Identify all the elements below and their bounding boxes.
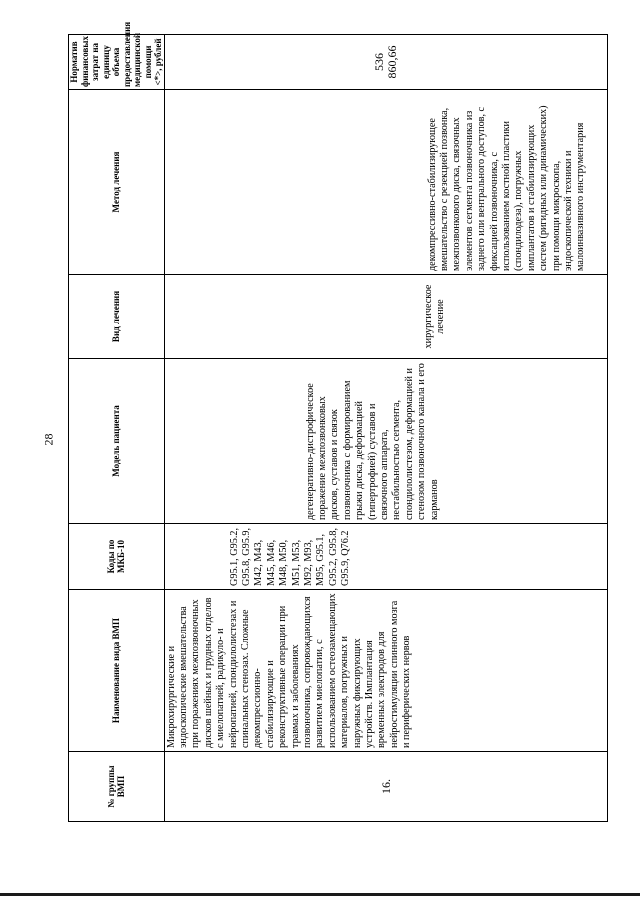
cell-method: декомпрессивно-стабилизирующее вмешательство с резекцией позвонка, межпозвонкового диска, связочных элементов сегмента позвоночника из заднего или вентрального доступов, с фиксацией позвоночника, с использованием костной пластики (спондилодеза), погружных имплантатов и стабилизирующих систем (ригидных или динамических) при помощи микроскопа, эндоскопической техники и малоинвазивного инструментария [164,90,608,275]
cell-codes: G95.1, G95.2, G95.8, G95.9, M42, M43, M45, M46, M48, M50, M51, M53, M92, M93, M95, G95.1, G95.2, G95.8, G95.9, Q76.2 [164,524,608,590]
header-model: Модель пациента [69,359,165,524]
type-spacer [169,278,423,355]
cell-name: Микрохирургические и эндоскопические вмешательства при поражениях межпозвоночных дисков шейных и грудных отделов с миелопатией, радикуло- и нейропатией, спондилолистезах и спинальных стенозах. Сложные декомпрессионно-стабилизирующие и реконструктивные операции при травмах и заболеваниях позвоночника, сопровождающихся развитием миелопатии, с использованием остеозамещающих материалов, погружных и наружных фиксирующих устройств. Имплантация временных электродов для нейростимуляции спинного мозга и периферических нервов [164,590,608,752]
bottom-scan-edge [0,893,640,896]
header-group: № группы ВМП [69,752,165,822]
header-method: Метод лечения [69,90,165,275]
table-header-row [69,35,165,822]
cell-type-text: хирургическое лечение [422,284,446,349]
header-type: Вид лечения [69,275,165,359]
page-number: 28 [41,433,56,446]
document-table-rotated [68,21,608,822]
cell-group: 16. [164,752,608,822]
header-codes: Коды по МКБ-10 [69,524,165,590]
table-row [164,35,608,822]
cell-cost: 536 860,66 [164,35,608,90]
cell-type [164,275,608,359]
cell-model: дегенеративно-дистрофическое поражение межпозвонковых дисков, суставов и связок позвоночника с формированием грыжи диска, деформацией (гипертрофией) суставов и связочного аппарата, нестабильностью сегмента, спондилолистезом, деформацией и стенозом позвоночного канала и его карманов [164,359,608,524]
vmp-table [68,21,608,822]
header-name: Наименование вида ВМП [69,590,165,752]
header-cost: Норматив финансовых затрат на единицу объема предоставления медицинской помощи <*>, рублей [69,35,165,90]
